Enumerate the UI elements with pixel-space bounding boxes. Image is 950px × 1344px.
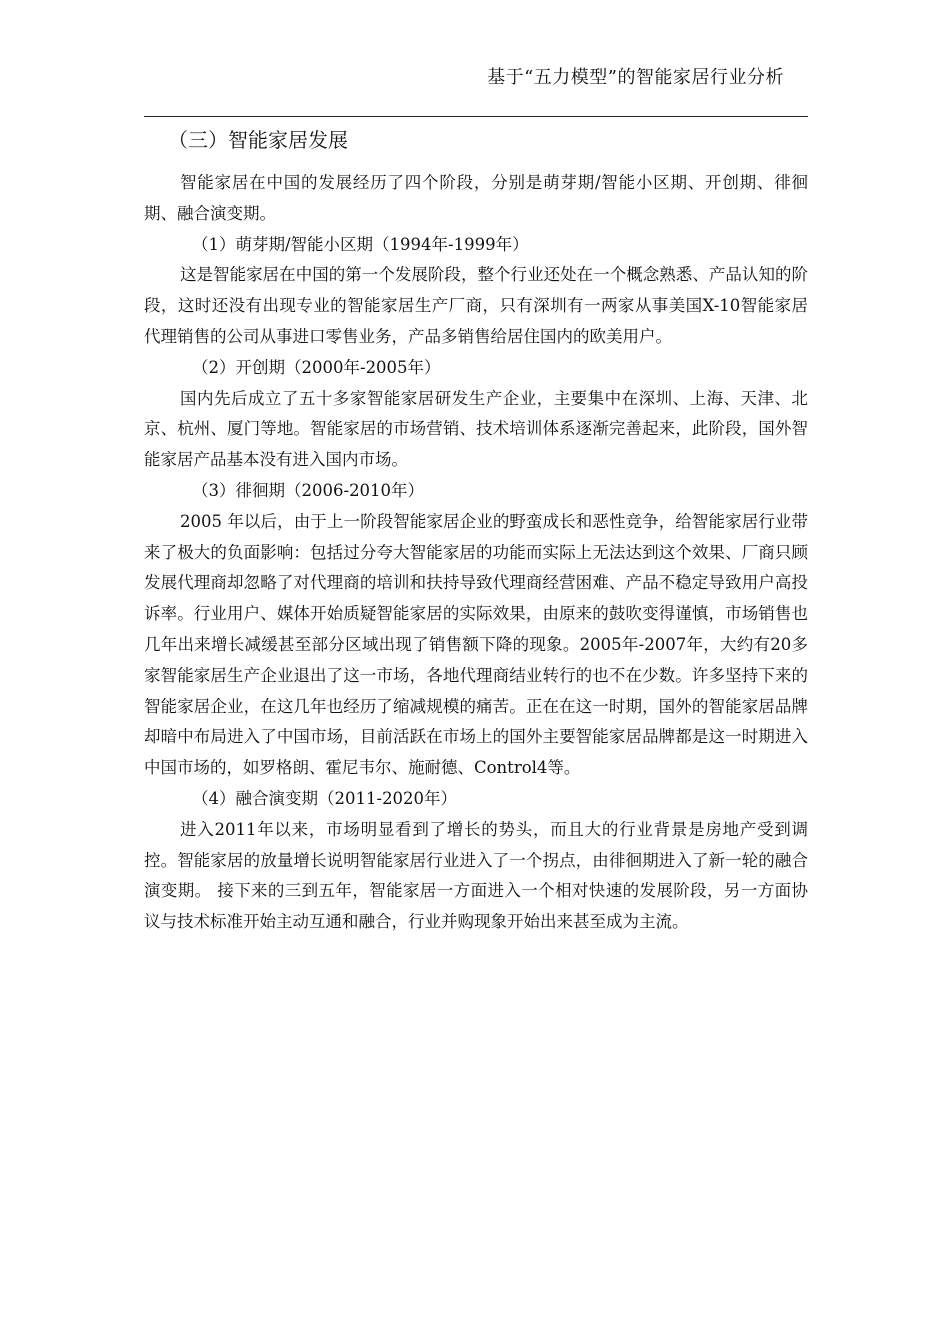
stage-3-paragraph: 2005 年以后，由于上一阶段智能家居企业的野蛮成长和恶性竞争，给智能家居行业带来了极大的负面影响：包括过分夸大智能家居的功能而实际上无法达到这个效果、厂商只顾发展代理商却忽略了对代理商的培训和扶持导致代理商经营困难、产品不稳定导致用户高投诉率。行业用户、媒体开始质疑智能家居的实际效果，由原来的鼓吹变得谨慎，市场销售也几年出来增长减缓甚至部分区域出现了销售额下降的现象。2005年-2007年，大约有20多家智能家居生产企业退出了这一市场，各地代理商结业转行的也不在少数。许多坚持下来的智能家居企业，在这几年也经历了缩减规模的痛苦。正在在这一时期，国外的智能家居品牌却暗中布局进入了中国市场，目前活跃在市场上的国外主要智能家居品牌都是这一时期进入中国市场的，如罗格朗、霍尼韦尔、施耐德、Control4等。 [144, 511, 808, 778]
stage-4-heading: （4）融合演变期（2011-2020年） [192, 788, 458, 808]
stage-3-heading: （3）徘徊期（2006-2010年） [192, 480, 425, 500]
header-divider [144, 116, 808, 117]
intro-paragraph: 智能家居在中国的发展经历了四个阶段，分别是萌芽期/智能小区期、开创期、徘徊期、融合演变期。 [144, 173, 808, 223]
running-header: 基于“五力模型”的智能家居行业分析 [487, 67, 784, 88]
section-title: （三）智能家居发展 [168, 128, 348, 152]
stage-1-heading: （1）萌芽期/智能小区期（1994年-1999年） [192, 234, 529, 254]
stage-2-heading: （2）开创期（2000年-2005年） [192, 357, 441, 377]
stage-4-paragraph: 进入2011年以来，市场明显看到了增长的势头，而且大的行业背景是房地产受到调控。智能家居的放量增长说明智能家居行业进入了一个拐点，由徘徊期进入了新一轮的融合演变期。 接下来的三到五年，智能家居一方面进入一个相对快速的发展阶段，另一方面协议与技术标准开始主动互通和融合，行业并购现象开始出来甚至成为主流。 [144, 819, 808, 932]
stage-2-paragraph: 国内先后成立了五十多家智能家居研发生产企业，主要集中在深圳、上海、天津、北京、杭州、厦门等地。智能家居的市场营销、技术培训体系逐渐完善起来，此阶段，国外智能家居产品基本没有进入国内市场。 [144, 388, 808, 470]
stage-1-paragraph: 这是智能家居在中国的第一个发展阶段，整个行业还处在一个概念熟悉、产品认知的阶段，这时还没有出现专业的智能家居生产厂商，只有深圳有一两家从事美国X-10智能家居代理销售的公司从事进口零售业务，产品多销售给居住国内的欧美用户。 [144, 265, 808, 346]
page-body [144, 122, 808, 938]
